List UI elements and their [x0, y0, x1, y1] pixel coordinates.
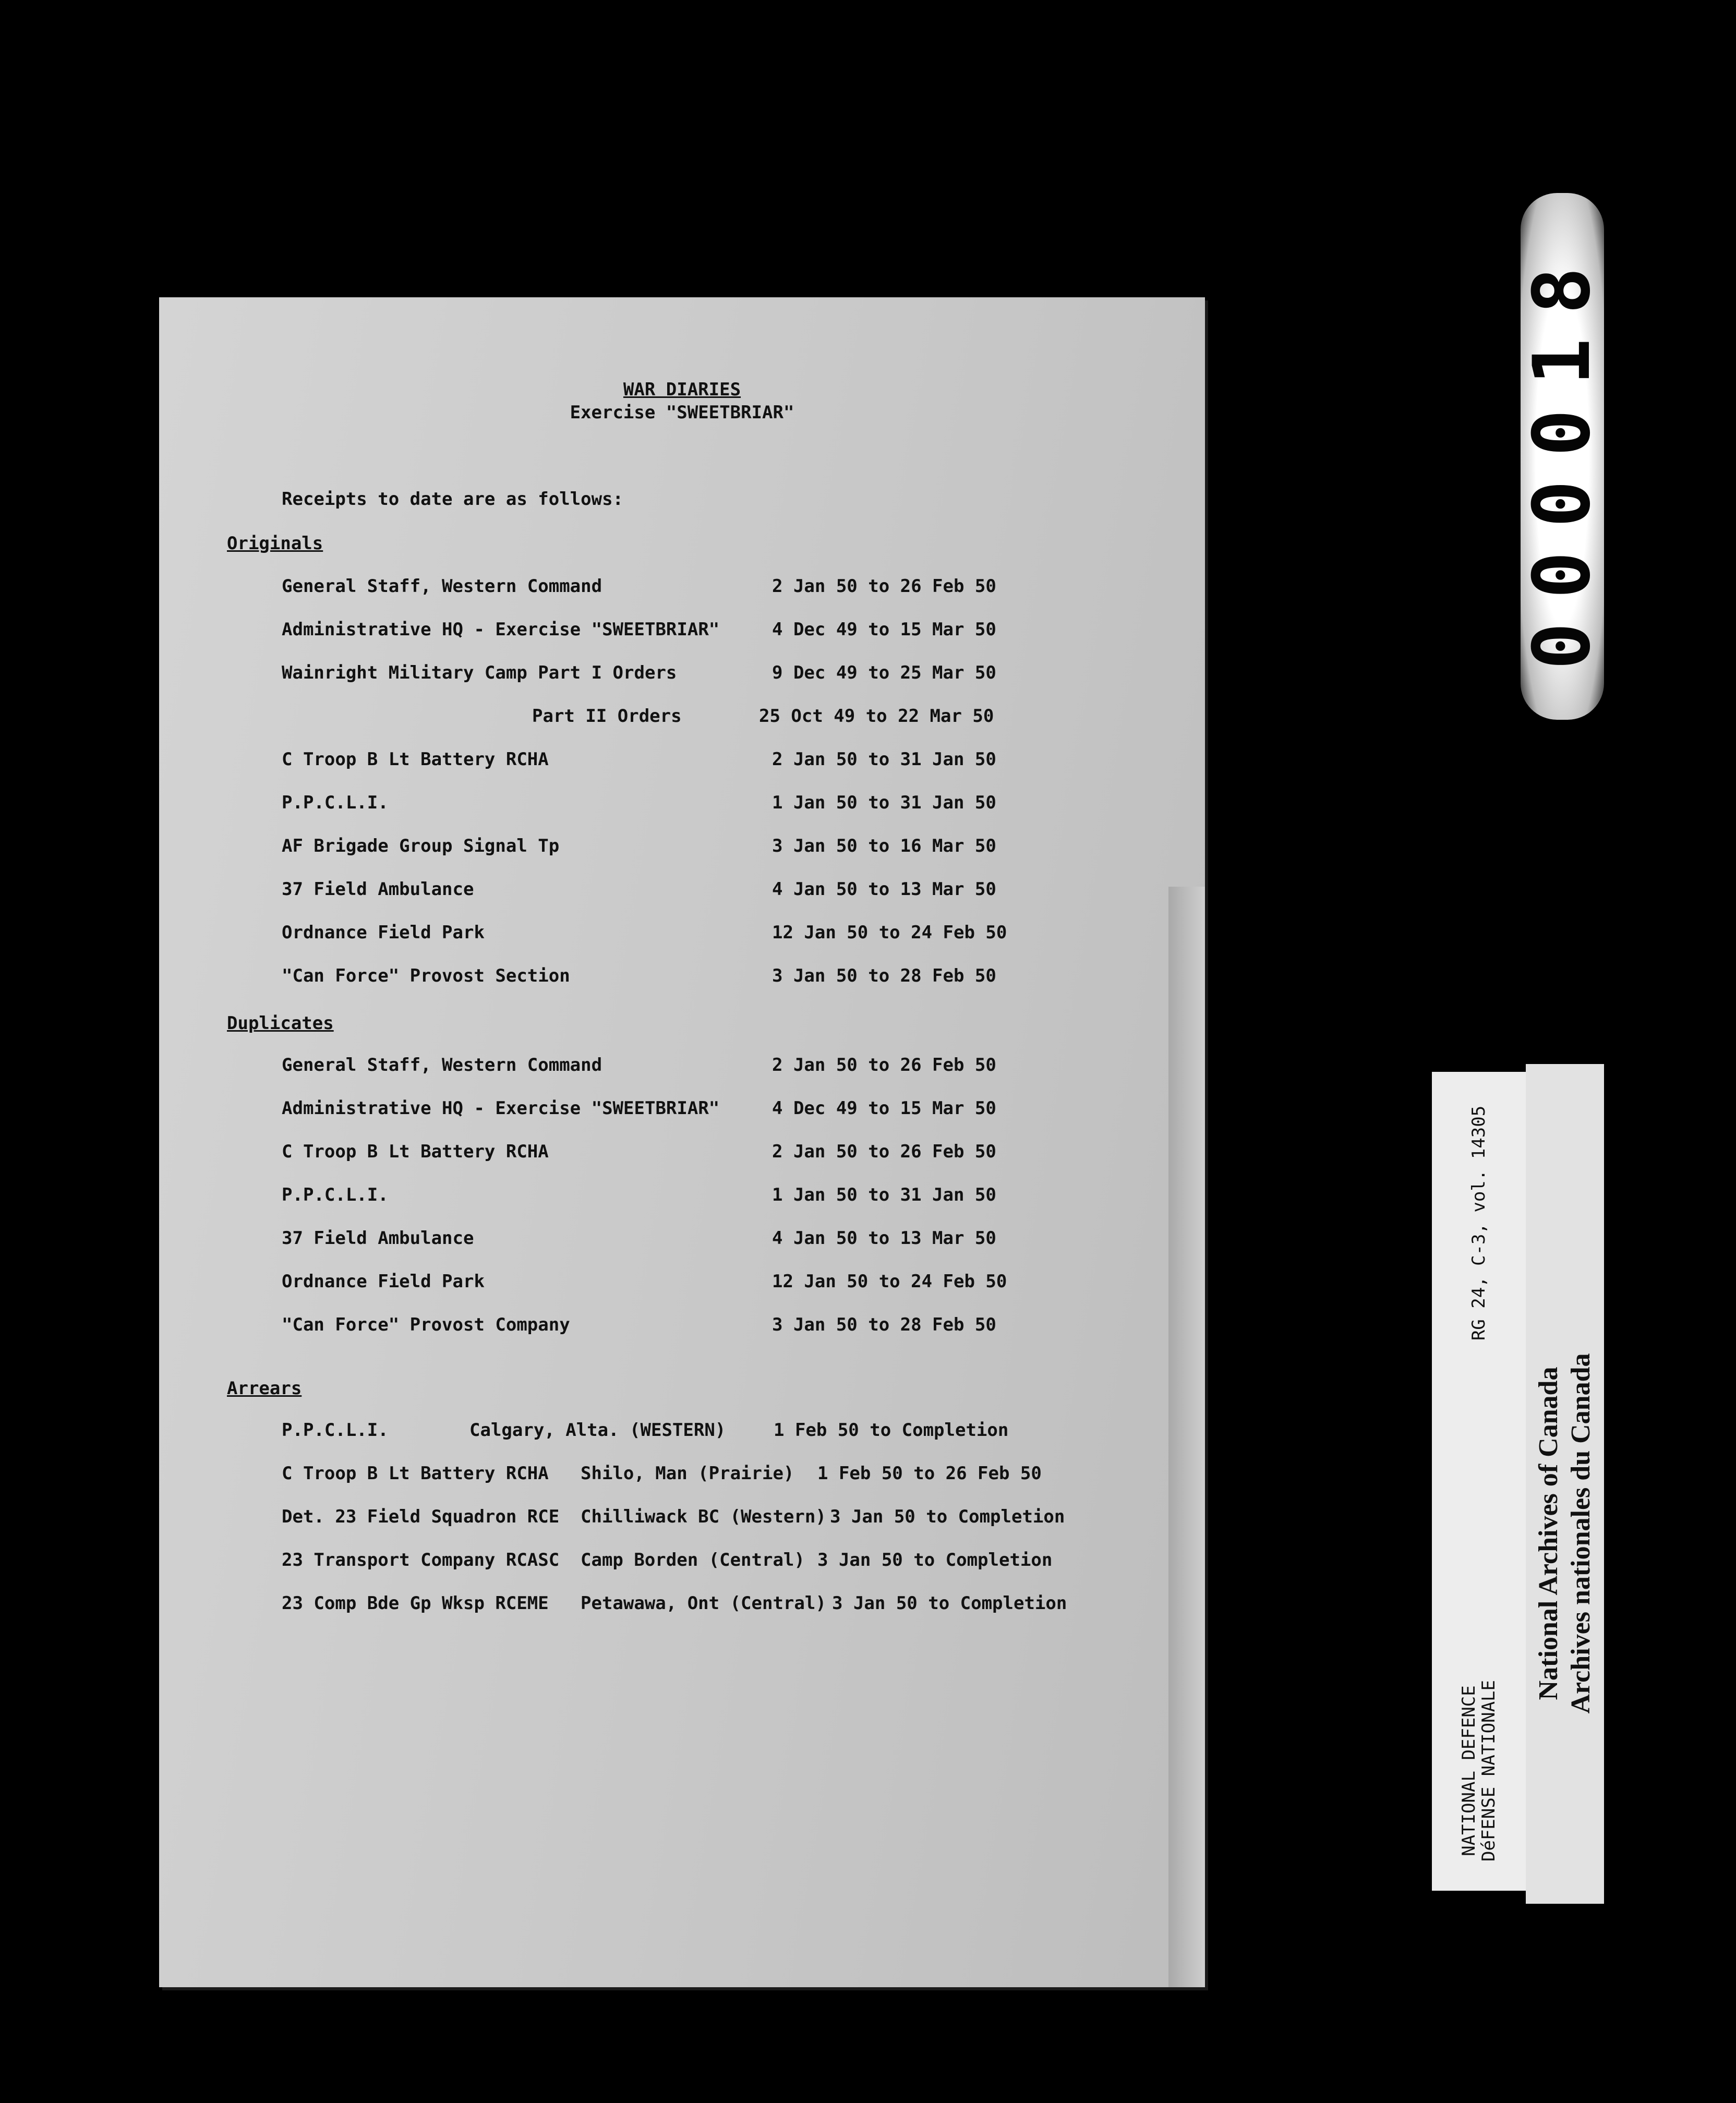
- unit-name: 37 Field Ambulance: [282, 1228, 474, 1249]
- list-item: [159, 1421, 1205, 1442]
- date-range: 3 Jan 50 to 28 Feb 50: [772, 965, 996, 986]
- call-number: RG 24, C-3, vol. 14305: [1468, 1105, 1489, 1341]
- list-item: [159, 621, 1205, 642]
- unit-name: "Can Force" Provost Company: [282, 1314, 570, 1335]
- date-range: 1 Feb 50 to 26 Feb 50: [817, 1463, 1042, 1484]
- archive-label-archives: [1526, 1064, 1604, 1904]
- list-item: [159, 1099, 1205, 1120]
- unit-name: AF Brigade Group Signal Tp: [282, 836, 560, 856]
- list-item: [159, 1186, 1205, 1207]
- unit-location: Petawawa, Ont (Central): [581, 1593, 826, 1614]
- date-range: 4 Dec 49 to 15 Mar 50: [772, 619, 996, 640]
- archives-en: National Archives of Canada: [1534, 1367, 1563, 1700]
- frame-counter: [1517, 193, 1608, 720]
- unit-name: P.P.C.L.I.: [282, 1420, 389, 1441]
- archives-names: [1533, 1353, 1597, 1713]
- date-range: 4 Dec 49 to 15 Mar 50: [772, 1098, 996, 1119]
- unit-name: General Staff, Western Command: [282, 576, 602, 597]
- unit-name: "Can Force" Provost Section: [282, 965, 570, 986]
- list-item: [159, 1273, 1205, 1294]
- list-item: [159, 880, 1205, 901]
- list-item: [159, 924, 1205, 945]
- unit-name: 23 Transport Company RCASC: [282, 1550, 560, 1570]
- unit-location: Shilo, Man (Prairie): [581, 1463, 794, 1484]
- unit-location: Chilliwack BC (Western): [581, 1506, 826, 1527]
- list-item: [159, 794, 1205, 815]
- list-item: [159, 1143, 1205, 1164]
- date-range: 1 Jan 50 to 31 Jan 50: [772, 792, 996, 813]
- list-item: [159, 1551, 1205, 1572]
- list-item: [159, 1594, 1205, 1615]
- unit-location: Camp Borden (Central): [581, 1550, 805, 1570]
- department-en: NATIONAL DEFENCE: [1458, 1685, 1479, 1856]
- list-item: [159, 1316, 1205, 1337]
- date-range: 25 Oct 49 to 22 Mar 50: [759, 706, 994, 727]
- unit-name: P.P.C.L.I.: [282, 792, 389, 813]
- list-item: [159, 707, 1205, 728]
- date-range: 1 Feb 50 to Completion: [774, 1420, 1009, 1441]
- unit-name: C Troop B Lt Battery RCHA: [282, 1141, 549, 1162]
- date-range: 2 Jan 50 to 26 Feb 50: [772, 1055, 996, 1075]
- unit-name: Administrative HQ - Exercise "SWEETBRIAR": [282, 1098, 720, 1119]
- list-item: [159, 664, 1205, 685]
- department-names: [1459, 1680, 1499, 1862]
- date-range: 4 Jan 50 to 13 Mar 50: [772, 879, 996, 900]
- originals-heading: Originals: [227, 533, 323, 554]
- arrears-heading: Arrears: [227, 1378, 302, 1399]
- unit-name: Wainright Military Camp Part I Orders: [282, 662, 677, 683]
- unit-name: 23 Comp Bde Gp Wksp RCEME: [282, 1593, 549, 1614]
- list-item: [159, 577, 1205, 598]
- date-range: 9 Dec 49 to 25 Mar 50: [772, 662, 996, 683]
- list-item: [159, 1056, 1205, 1077]
- unit-name: 37 Field Ambulance: [282, 879, 474, 900]
- list-item: [159, 751, 1205, 771]
- date-range: 1 Jan 50 to 31 Jan 50: [772, 1185, 996, 1205]
- unit-name: Part II Orders: [532, 706, 682, 727]
- date-range: 12 Jan 50 to 24 Feb 50: [772, 1271, 1007, 1292]
- list-item: [159, 1229, 1205, 1250]
- archive-label-department: [1432, 1072, 1526, 1891]
- unit-name: C Troop B Lt Battery RCHA: [282, 749, 549, 770]
- unit-name: Administrative HQ - Exercise "SWEETBRIAR": [282, 619, 720, 640]
- duplicates-heading: Duplicates: [227, 1013, 334, 1034]
- document-title: WAR DIARIES: [623, 379, 741, 400]
- list-item: [159, 967, 1205, 988]
- unit-name: General Staff, Western Command: [282, 1055, 602, 1075]
- date-range: 3 Jan 50 to Completion: [832, 1593, 1067, 1614]
- frame-number: 000018: [1517, 243, 1608, 670]
- list-item: [159, 1508, 1205, 1529]
- unit-name: Ordnance Field Park: [282, 1271, 485, 1292]
- unit-name: Det. 23 Field Squadron RCE: [282, 1506, 560, 1527]
- unit-name: P.P.C.L.I.: [282, 1185, 389, 1205]
- list-item: [159, 1465, 1205, 1485]
- date-range: 3 Jan 50 to 28 Feb 50: [772, 1314, 996, 1335]
- department-fr: DéFENSE NATIONALE: [1478, 1680, 1499, 1862]
- intro-text: Receipts to date are as follows:: [282, 489, 624, 510]
- unit-location: Calgary, Alta. (WESTERN): [469, 1420, 726, 1441]
- date-range: 2 Jan 50 to 26 Feb 50: [772, 576, 996, 597]
- unit-name: Ordnance Field Park: [282, 922, 485, 943]
- date-range: 3 Jan 50 to Completion: [830, 1506, 1065, 1527]
- date-range: 4 Jan 50 to 13 Mar 50: [772, 1228, 996, 1249]
- document-page: [159, 297, 1205, 1987]
- archives-fr: Archives nationales du Canada: [1566, 1353, 1596, 1714]
- date-range: 3 Jan 50 to 16 Mar 50: [772, 836, 996, 856]
- list-item: [159, 837, 1205, 858]
- date-range: 3 Jan 50 to Completion: [817, 1550, 1053, 1570]
- date-range: 2 Jan 50 to 26 Feb 50: [772, 1141, 996, 1162]
- date-range: 12 Jan 50 to 24 Feb 50: [772, 922, 1007, 943]
- date-range: 2 Jan 50 to 31 Jan 50: [772, 749, 996, 770]
- document-subtitle: Exercise "SWEETBRIAR": [570, 402, 794, 423]
- unit-name: C Troop B Lt Battery RCHA: [282, 1463, 549, 1484]
